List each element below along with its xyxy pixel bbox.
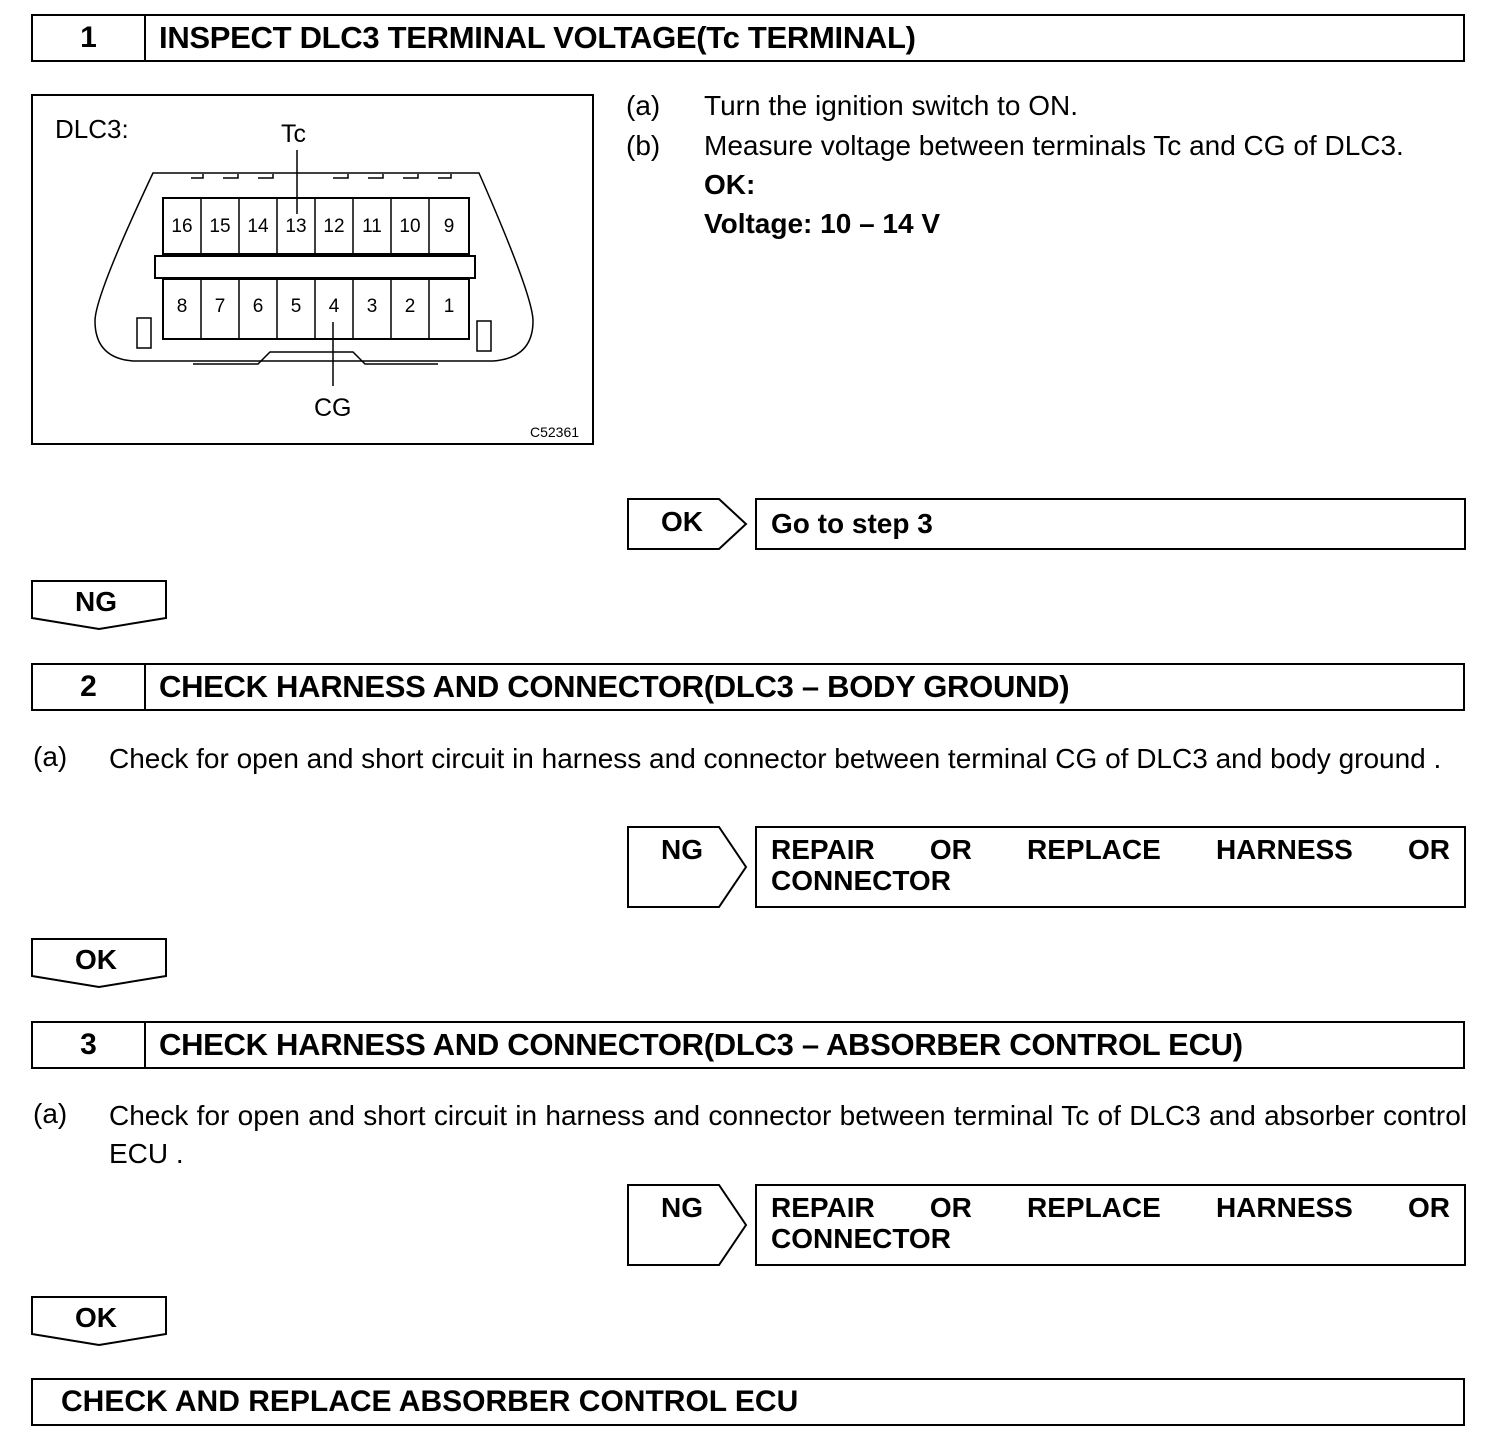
instruction-marker-b: (b) [626, 130, 661, 161]
step-title: INSPECT DLC3 TERMINAL VOLTAGE(Tc TERMINAL) [159, 20, 916, 55]
result-line-1 [771, 834, 1450, 865]
ng-down-tag [31, 580, 167, 630]
instruction-text-b: Measure voltage between terminals Tc and CG of DLC3. [704, 130, 1404, 161]
step-number: 3 [33, 1023, 146, 1067]
ok-down-tag [31, 1296, 167, 1346]
step-2-header [31, 663, 1465, 711]
result-word: OR [1408, 834, 1450, 865]
ng-down-tag-label: NG [75, 586, 117, 617]
dlc3-connector-figure [31, 94, 594, 445]
ok-down-tag-label: OK [75, 944, 117, 975]
spec-label: OK: [704, 169, 756, 200]
ok-branch-label: OK [661, 506, 703, 537]
pin-7: 7 [214, 296, 226, 317]
ng-branch-result [755, 1184, 1466, 1266]
figure-caption: DLC3: [55, 114, 129, 144]
result-word: HARNESS [1215, 1192, 1353, 1223]
step3-marker: (a) [33, 1098, 68, 1129]
result-word: REPAIR [771, 834, 875, 865]
pin-13: 13 [285, 216, 307, 237]
tc-terminal-label: Tc [281, 120, 306, 148]
result-word: REPLACE [1027, 1192, 1161, 1223]
ng-branch-label: NG [661, 834, 703, 865]
result-word: REPAIR [771, 1192, 875, 1223]
instruction-marker-a: (a) [626, 90, 661, 121]
step-title: CHECK HARNESS AND CONNECTOR(DLC3 – ABSORBER CONTROL ECU) [159, 1027, 1243, 1062]
step-3-header [31, 1021, 1465, 1069]
result-word: OR [929, 834, 972, 865]
step-1-header [31, 14, 1465, 62]
pin-5: 5 [290, 296, 302, 317]
step-number: 1 [33, 16, 146, 60]
step-title: CHECK HARNESS AND CONNECTOR(DLC3 – BODY GROUND) [159, 669, 1070, 704]
pin-12: 12 [323, 216, 345, 237]
ng-branch-label: NG [661, 1192, 703, 1223]
cg-terminal-label: CG [314, 394, 352, 422]
pin-2: 2 [404, 296, 416, 317]
ok-down-tag [31, 938, 167, 988]
step2-text: Check for open and short circuit in harness and connector between terminal CG of DLC3 and body ground . [109, 743, 1442, 774]
result-word: OR [1408, 1192, 1450, 1223]
spec-value: Voltage: 10 – 14 V [704, 208, 941, 239]
pin-11: 11 [362, 216, 382, 237]
dlc3-connector-drawing [33, 96, 592, 443]
instruction-text-a: Turn the ignition switch to ON. [704, 90, 1079, 121]
pin-14: 14 [247, 216, 269, 237]
final-action-box: CHECK AND REPLACE ABSORBER CONTROL ECU [31, 1378, 1465, 1426]
pin-10: 10 [399, 216, 421, 237]
ok-down-tag-label: OK [75, 1302, 117, 1333]
pin-8: 8 [176, 296, 188, 317]
result-word: HARNESS [1215, 834, 1353, 865]
pin-6: 6 [252, 296, 264, 317]
result-line-1 [771, 1192, 1450, 1223]
bottom-pin-row [163, 296, 469, 318]
figure-code: C52361 [530, 424, 580, 440]
result-line-2: CONNECTOR [771, 865, 951, 896]
pin-1: 1 [443, 296, 455, 317]
pin-4: 4 [328, 296, 340, 317]
ok-branch-arrow [627, 498, 749, 550]
pin-16: 16 [171, 216, 193, 237]
result-word: OR [929, 1192, 972, 1223]
ng-branch-result [755, 826, 1466, 908]
result-line-2: CONNECTOR [771, 1223, 951, 1254]
result-word: REPLACE [1027, 834, 1161, 865]
step2-marker: (a) [33, 741, 68, 772]
pin-15: 15 [209, 216, 231, 237]
ok-branch-result: Go to step 3 [755, 498, 1466, 550]
top-pin-row [163, 216, 469, 238]
step3-text: Check for open and short circuit in harness and connector between terminal Tc of DLC3 and absorber control ECU . [109, 1100, 1467, 1169]
step-number: 2 [33, 665, 146, 709]
ng-branch-arrow [627, 826, 749, 908]
pin-9: 9 [443, 216, 455, 237]
ng-branch-arrow [627, 1184, 749, 1266]
pin-3: 3 [366, 296, 378, 317]
